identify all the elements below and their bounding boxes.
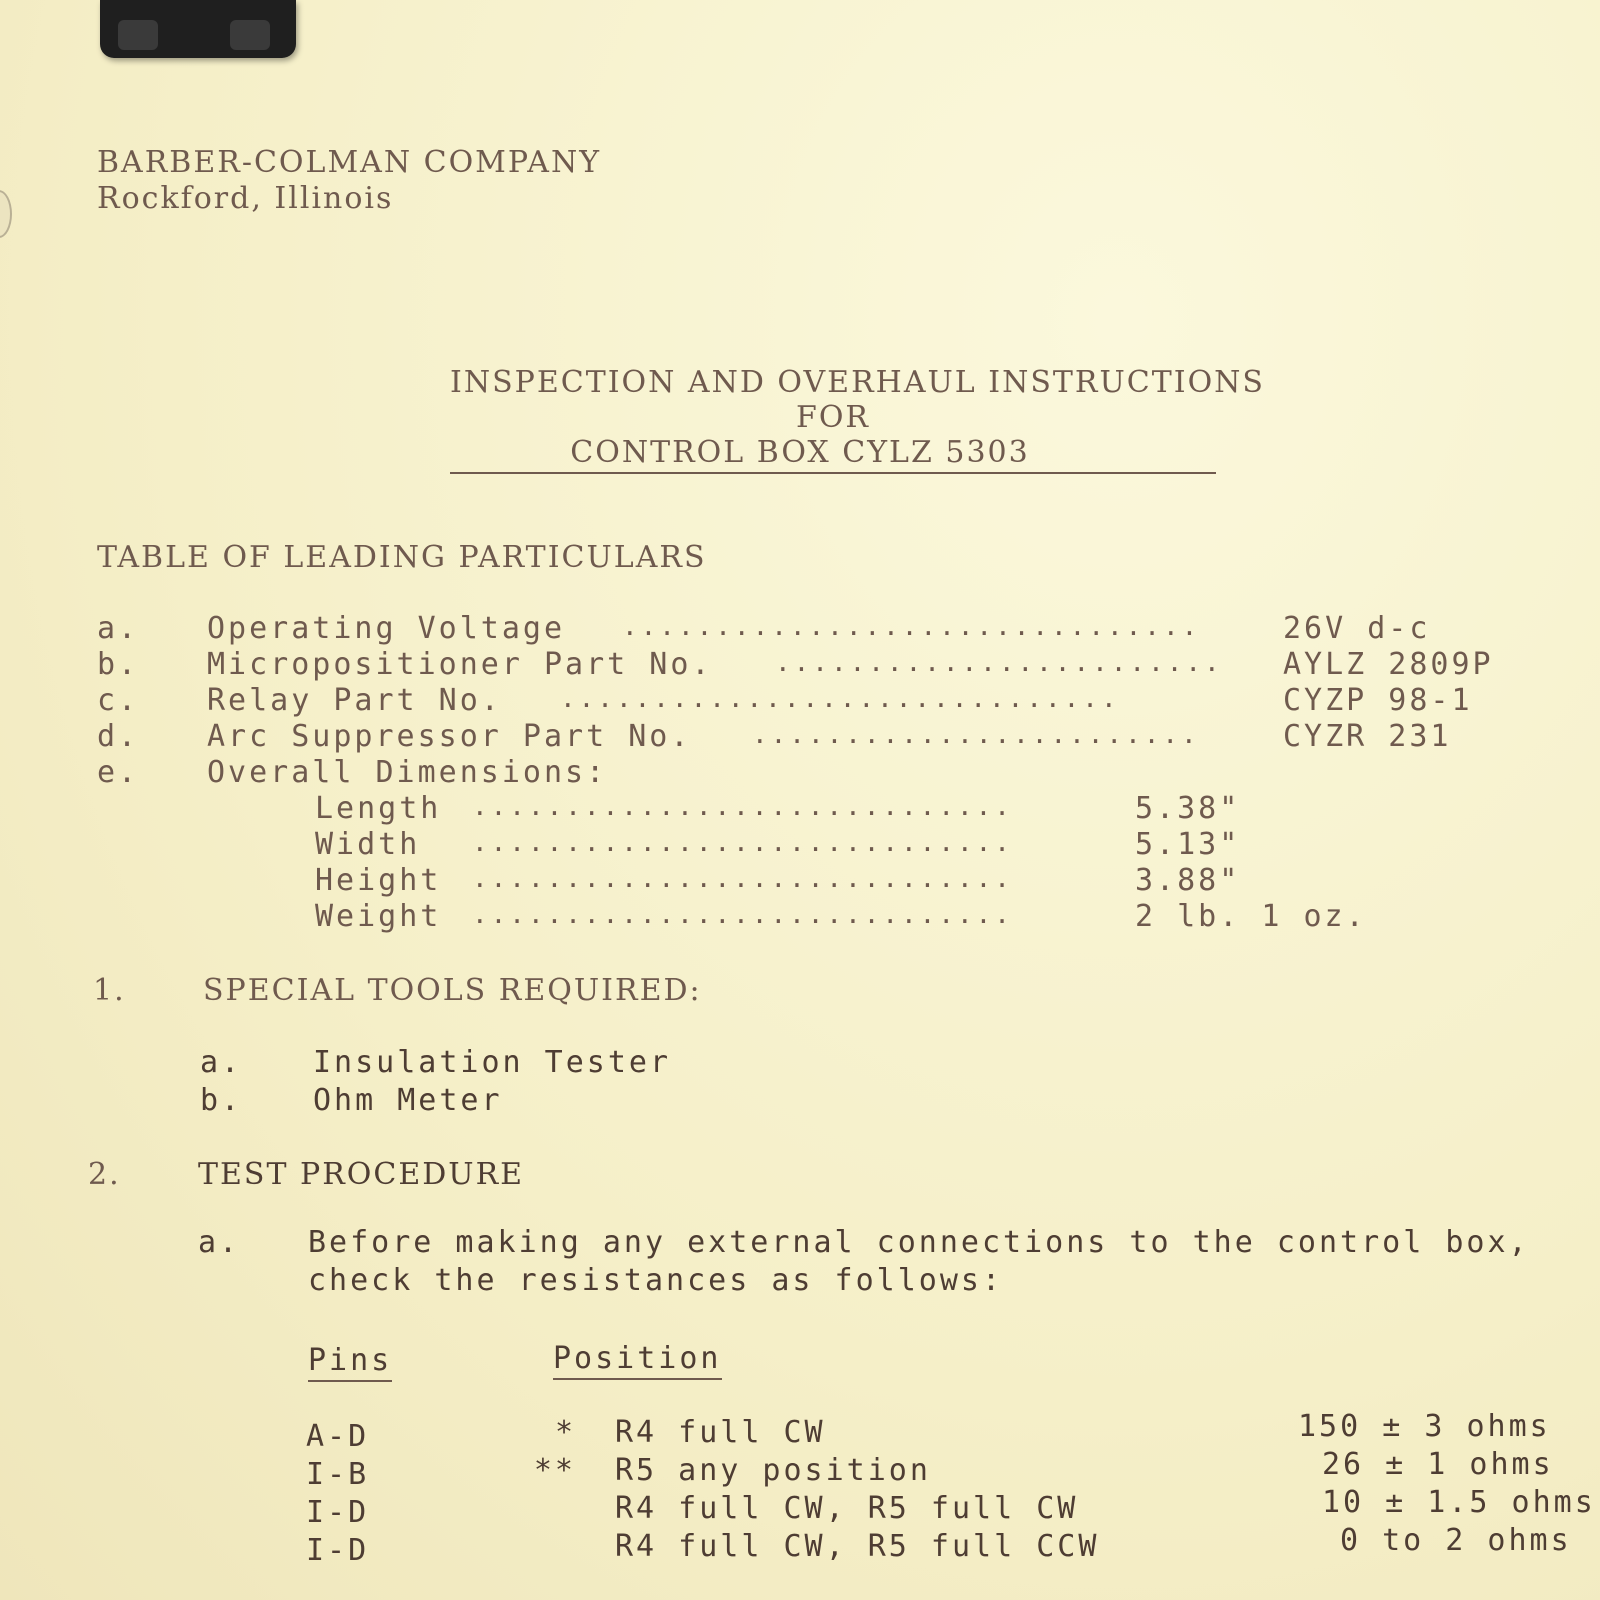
dimension-value: 5.38" [1135, 791, 1241, 826]
table-cell-value: 26 ± 1 ohms [1322, 1447, 1554, 1482]
particular-letter: d. [97, 719, 140, 754]
particular-label: Operating Voltage [207, 611, 566, 646]
punch-hole [0, 190, 12, 238]
table-cell-mark: ** [533, 1453, 576, 1488]
document-title-line1: INSPECTION AND OVERHAUL INSTRUCTIONS [450, 365, 1265, 400]
tool-letter: b. [200, 1083, 243, 1118]
section-number: 1. [93, 973, 126, 1008]
table-cell-position: R4 full CW [615, 1415, 826, 1450]
dimension-label: Height [315, 863, 442, 898]
step-text-line2: check the resistances as follows: [308, 1263, 1004, 1298]
table-cell-position: R4 full CW, R5 full CW [615, 1491, 1079, 1526]
particular-letter: a. [97, 611, 140, 646]
particular-label: Arc Suppressor Part No. [207, 719, 692, 754]
table-cell-pins: I-B [306, 1457, 370, 1492]
step-text-line1: Before making any external connections to the control box, [308, 1225, 1530, 1260]
leader-dots: ............................. [472, 900, 1013, 930]
table-cell-position: R5 any position [615, 1453, 931, 1488]
leader-dots: ........................ [775, 648, 1223, 678]
particular-value: CYZR 231 [1283, 719, 1452, 754]
particular-letter: e. [97, 755, 140, 790]
document-title-line2: FOR [796, 400, 870, 435]
section-heading: TEST PROCEDURE [198, 1157, 525, 1192]
step-letter: a. [198, 1225, 241, 1260]
table-cell-pins: I-D [306, 1495, 370, 1530]
dimension-label: Width [315, 827, 421, 862]
leader-dots: ............................. [472, 828, 1013, 858]
dimension-label: Weight [315, 899, 442, 934]
company-name: BARBER-COLMAN COMPANY [97, 145, 602, 180]
particular-value: CYZP 98-1 [1283, 683, 1473, 718]
table-cell-pins: I-D [306, 1533, 370, 1568]
particular-value: AYLZ 2809P [1283, 647, 1494, 682]
tool-item: Ohm Meter [313, 1083, 503, 1118]
particular-label: Micropositioner Part No. [207, 647, 713, 682]
tool-item: Insulation Tester [313, 1045, 672, 1080]
company-location: Rockford, Illinois [97, 181, 394, 216]
dimension-value: 5.13" [1135, 827, 1241, 862]
table-cell-value: 0 to 2 ohms [1340, 1523, 1572, 1558]
leader-dots: ............................... [622, 612, 1201, 642]
tool-letter: a. [200, 1045, 243, 1080]
section-heading: SPECIAL TOOLS REQUIRED: [203, 973, 702, 1008]
particulars-heading: TABLE OF LEADING PARTICULARS [97, 540, 707, 575]
dimension-value: 2 lb. 1 oz. [1135, 899, 1367, 934]
dimension-value: 3.88" [1135, 863, 1241, 898]
leader-dots: ........................ [752, 720, 1200, 750]
particular-label: Overall Dimensions: [207, 755, 608, 790]
leader-dots: ............................. [472, 792, 1013, 822]
binder-clip [100, 0, 296, 58]
particular-label: Relay Part No. [207, 683, 502, 718]
document-title-line3: CONTROL BOX CYLZ 5303 [570, 435, 1030, 470]
leader-dots: .............................. [560, 684, 1120, 714]
title-underline [450, 472, 1216, 474]
leader-dots: ............................. [472, 864, 1013, 894]
particular-letter: b. [97, 647, 140, 682]
table-cell-pins: A-D [306, 1419, 370, 1454]
table-cell-value: 10 ± 1.5 ohms [1322, 1485, 1596, 1520]
particular-value: 26V d-c [1283, 611, 1431, 646]
table-cell-mark: * [554, 1415, 576, 1450]
table-cell-position: R4 full CW, R5 full CCW [615, 1529, 1100, 1564]
column-header-position: Position [553, 1344, 722, 1380]
particular-letter: c. [97, 683, 140, 718]
dimension-label: Length [315, 791, 442, 826]
column-header-pins: Pins [308, 1346, 392, 1382]
section-number: 2. [88, 1157, 121, 1192]
table-cell-value: 150 ± 3 ohms [1298, 1409, 1551, 1444]
